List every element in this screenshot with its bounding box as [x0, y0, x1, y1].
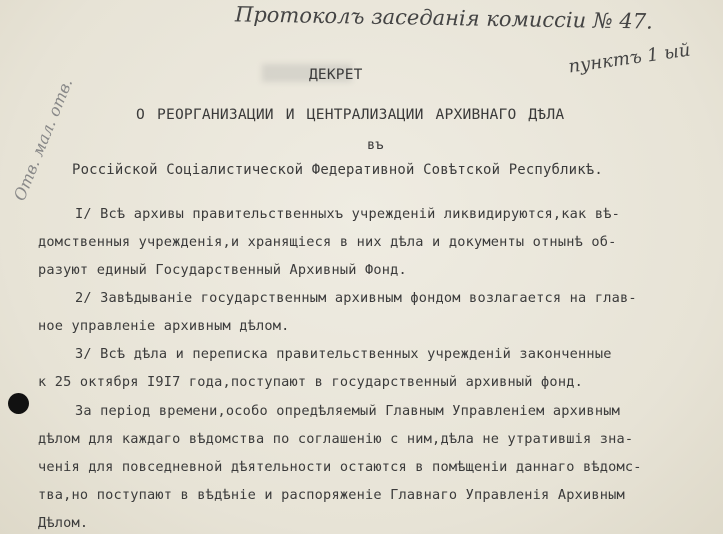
body-line: ченія для повседневной дѣятельности остаются в помѣщеніи даннаго вѣдомс- — [38, 459, 642, 475]
decree-subtitle: О РЕОРГАНИЗАЦИИ И ЦЕНТРАЛИЗАЦИИ АРХИВНАГО ДѢЛА — [136, 106, 565, 123]
body-line: I/ Всѣ архивы правительственныхъ учрежденій ликвидируются,как вѣ- — [75, 206, 620, 222]
body-line: 3/ Всѣ дѣла и переписка правительственных учрежденій законченные — [75, 346, 612, 362]
body-line: дѣлом для каждаго вѣдомства по соглашенію с ним,дѣла не утратившія зна- — [38, 431, 634, 447]
body-line: За період времени,особо опредѣляемый Главным Управленіем архивным — [75, 403, 620, 419]
decree-subtitle-republic: Россійской Соціалистической Федеративной Совѣтской Республикѣ. — [72, 162, 603, 178]
decree-title: ДЕКРЕТ — [309, 67, 363, 83]
body-line: 2/ Завѣдываніе государственным архивным фондом возлагается на глав- — [75, 290, 637, 306]
body-line: тва,но поступают в вѣдѣніе и распоряженіе Главнаго Управленія Архивным — [38, 487, 625, 503]
body-line: Дѣлом. — [38, 515, 89, 531]
handwritten-header-note: Протоколъ заседанія комиссіи № 47. — [234, 2, 653, 34]
handwritten-margin-note: Отв. мал. отв. — [9, 75, 77, 204]
punch-hole — [8, 393, 29, 414]
body-line: разуют единый Государственный Архивный Фонд. — [38, 262, 407, 278]
decree-subtitle-preposition: въ — [367, 137, 384, 153]
body-line: ное управленіе архивным дѣлом. — [38, 318, 290, 334]
body-line: к 25 октября I9I7 года,поступают в государственный архивный фонд. — [38, 374, 583, 390]
body-line: домственныя учрежденія,и хранящіеся в них дѣла и документы отнынѣ об- — [38, 234, 617, 250]
handwritten-point-note: пунктъ 1 ый — [567, 39, 692, 78]
